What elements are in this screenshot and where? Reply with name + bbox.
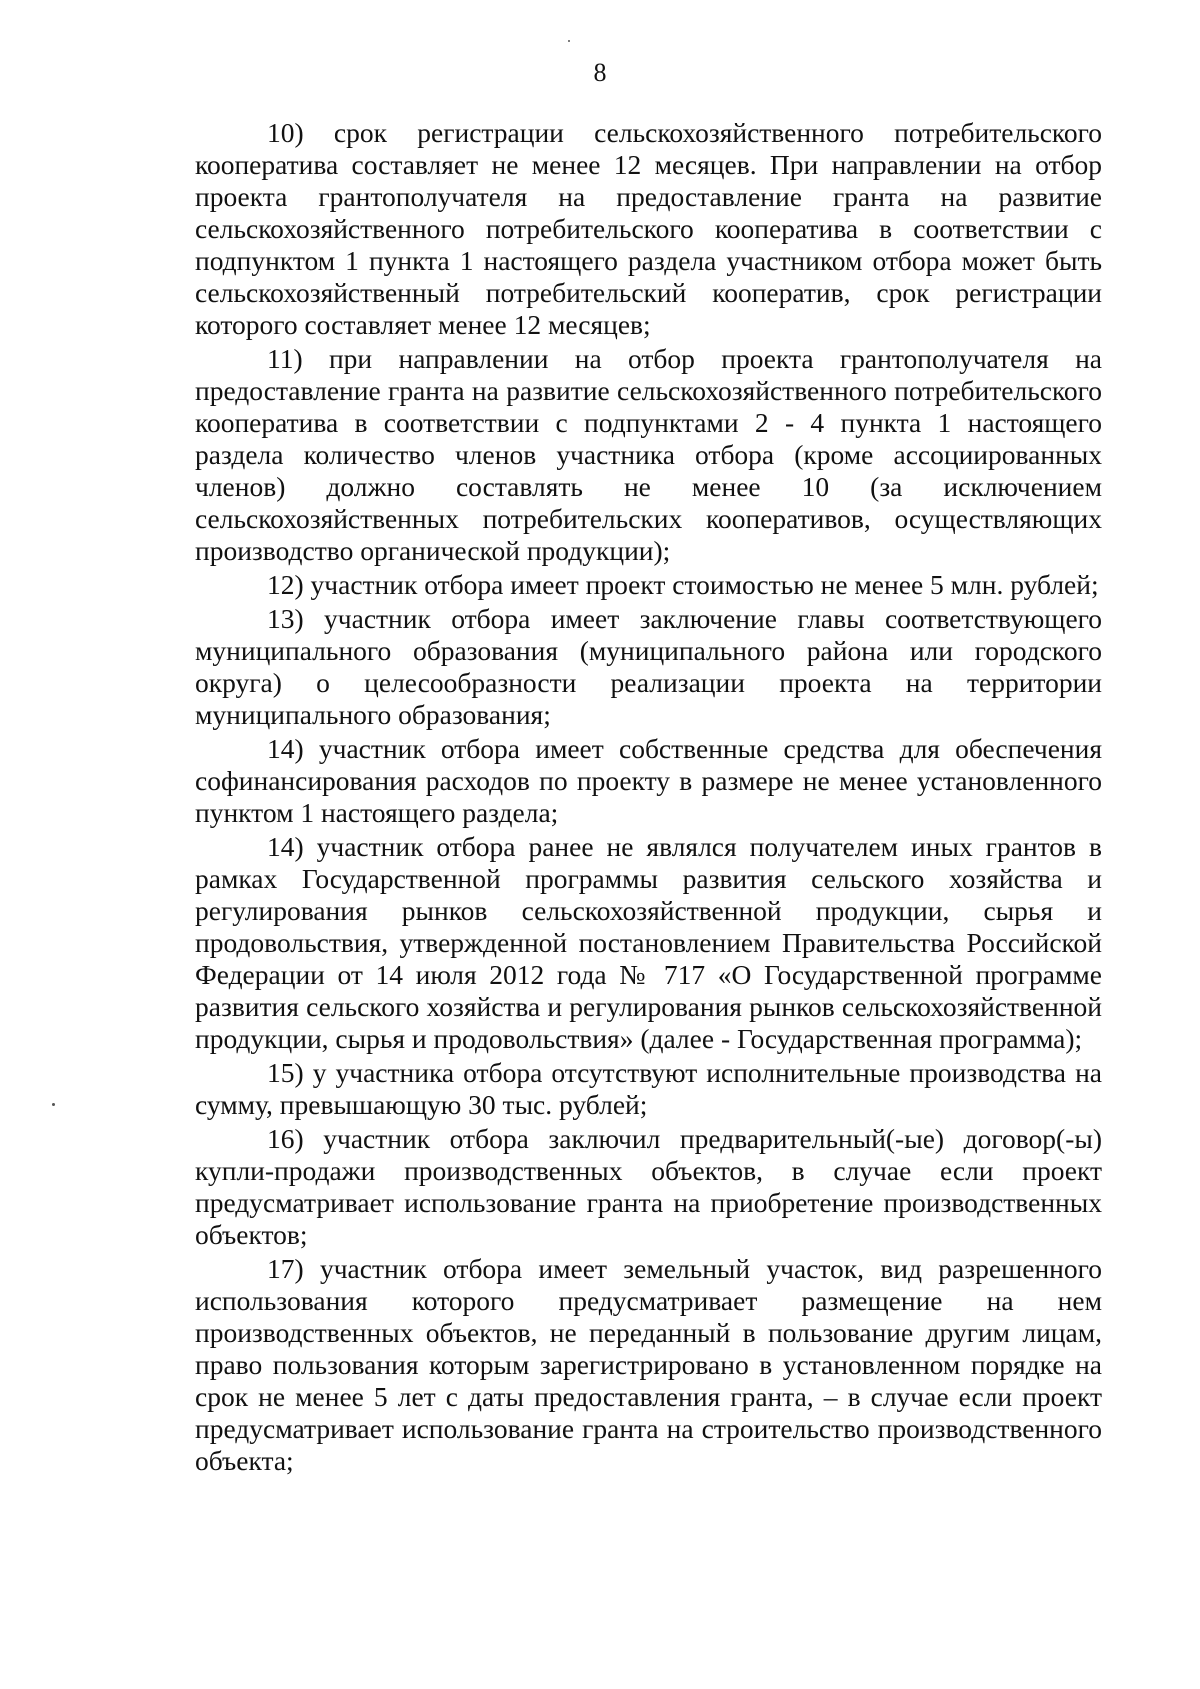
paragraph-item-16: 16) участник отбора заключил предварительный(-ые) договор(-ы) купли-продажи производственных объектов, в случае если проект предусматривает использование гранта на приобретение производственных объектов; bbox=[195, 1123, 1102, 1250]
paragraph-item-14a: 14) участник отбора имеет собственные средства для обеспечения софинансирования расходов по проекту в размере не менее установленного пунктом 1 настоящего раздела; bbox=[195, 733, 1102, 828]
paragraph-item-14b: 14) участник отбора ранее не являлся получателем иных грантов в рамках Государственной программы развития сельского хозяйства и регулирования рынков сельскохозяйственной продукции, сырья и продовольствия, утвержденной постановлением Правительства Российской Федерации от 14 июля 2012 года № 717 «О Государственной программе развития сельского хозяйства и регулирования рынков сельскохозяйственной продукции, сырья и продовольствия» (далее - Государственная программа); bbox=[195, 831, 1102, 1054]
scan-speck bbox=[568, 40, 570, 42]
paragraph-item-17: 17) участник отбора имеет земельный участок, вид разрешенного использования которого предусматривает размещение на нем производственных объектов, не переданный в пользование другим лицам, право пользования которым зарегистрировано в установленном порядке на срок не менее 5 лет с даты предоставления гранта, – в случае если проект предусматривает использование гранта на строительство производственного объекта; bbox=[195, 1253, 1102, 1476]
page-number: 8 bbox=[593, 58, 607, 87]
paragraph-item-15: 15) у участника отбора отсутствуют исполнительные производства на сумму, превышающую 30 тыс. рублей; bbox=[195, 1057, 1102, 1120]
paragraph-item-11: 11) при направлении на отбор проекта грантополучателя на предоставление гранта на развитие сельскохозяйственного потребительского кооператива в соответствии с подпунктами 2 - 4 пункта 1 настоящего раздела количество членов участника отбора (кроме ассоциированных членов) должно составлять не менее 10 (за исключением сельскохозяйственных потребительских кооперативов, осуществляющих производство органической продукции); bbox=[195, 343, 1102, 566]
document-body bbox=[195, 117, 1102, 1477]
paragraph-item-12: 12) участник отбора имеет проект стоимостью не менее 5 млн. рублей; bbox=[267, 569, 1099, 600]
paragraph-item-13: 13) участник отбора имеет заключение главы соответствующего муниципального образования (муниципального района или городского округа) о целесообразности реализации проекта на территории муниципального образования; bbox=[195, 603, 1102, 730]
paragraph-item-10: 10) срок регистрации сельскохозяйственного потребительского кооператива составляет не менее 12 месяцев. При направлении на отбор проекта грантополучателя на предоставление гранта на развитие сельскохозяйственного потребительского кооператива в соответствии с подпунктом 1 пункта 1 настоящего раздела участником отбора может быть сельскохозяйственный потребительский кооператив, срок регистрации которого составляет менее 12 месяцев; bbox=[195, 117, 1102, 340]
scan-speck bbox=[52, 1103, 55, 1106]
